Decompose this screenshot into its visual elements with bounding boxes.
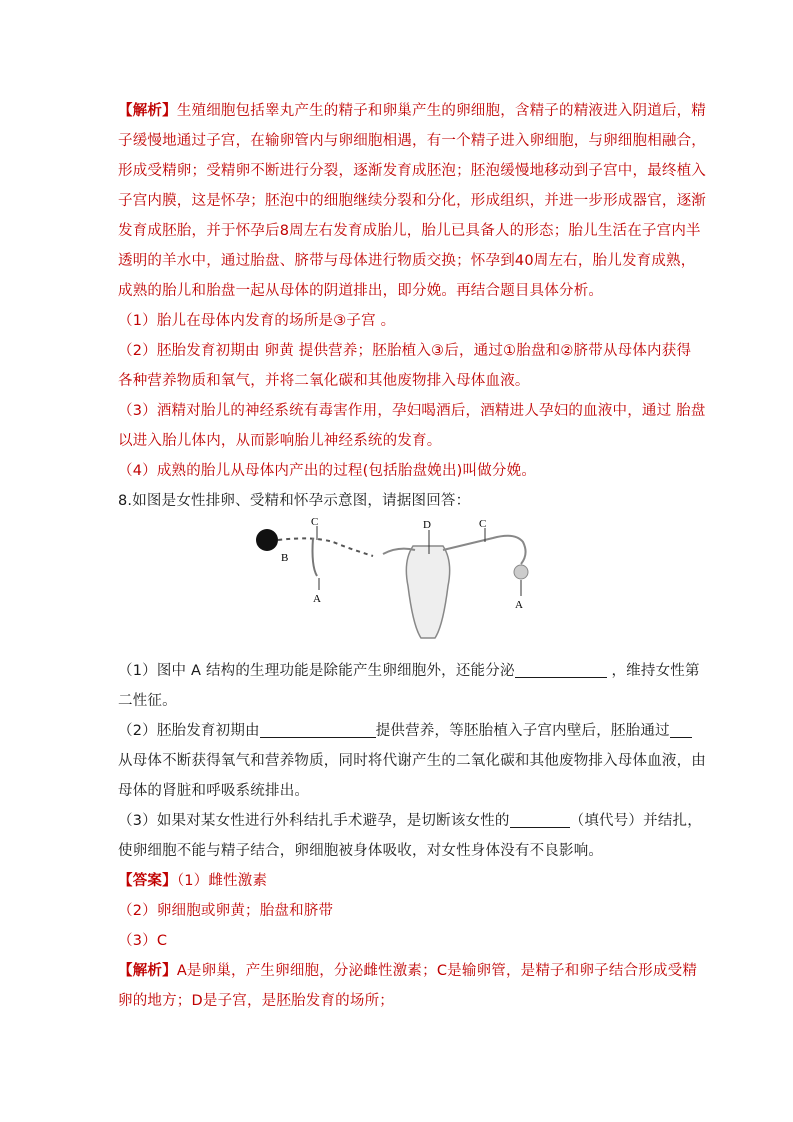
document-page xyxy=(118,96,707,1016)
ovary-right xyxy=(514,565,528,579)
analysis-point-3: （3）酒精对胎儿的神经系统有毒害作用，孕妇喝酒后，酒精进人孕妇的血液中，通过 胎盘 xyxy=(118,403,706,419)
uterus-shape xyxy=(406,546,449,638)
label-c-left: C xyxy=(311,516,319,528)
question-2-cont: 从母体不断获得氧气和营养物质，同时将代谢产生的二氧化碳和其他废物排入母体血液，由 xyxy=(118,753,706,769)
analysis-point-4: （4）成熟的胎儿从母体内产出的过程(包括胎盘娩出)叫做分娩。 xyxy=(118,463,537,479)
analysis-line-2: 子缓慢地通过子宫，在输卵管内与卵细胞相遇，有一个精子进入卵细胞，与卵细胞相融合， xyxy=(118,133,706,149)
oviduct-path-left xyxy=(278,538,373,556)
analysis-point-1: （1）胎儿在母体内发育的场所是③子宫 。 xyxy=(118,313,396,329)
label-a-right: A xyxy=(515,599,523,611)
question-2-cont2: 母体的肾脏和呼吸系统排出。 xyxy=(118,783,310,799)
answer-blank-4[interactable] xyxy=(510,811,570,828)
answer-blank-3[interactable] xyxy=(670,721,692,738)
analysis-point-2: （2）胚胎发育初期由 卵黄 提供营养；胚胎植入③后，通过①胎盘和②脐带从母体内获得 xyxy=(118,343,692,359)
question-3-cont: 使卵细胞不能与精子结合，卵细胞被身体吸收，对女性身体没有不良影响。 xyxy=(118,843,604,859)
answer-blank-1[interactable] xyxy=(515,661,607,678)
label-c-right: C xyxy=(479,518,487,530)
answer-tag: 【答案】 xyxy=(118,873,177,889)
analysis-line-3: 形成受精卵；受精卵不断进行分裂，逐渐发育成胚泡；胚泡缓慢地移动到子宫中，最终植入 xyxy=(118,163,706,179)
analysis2-line-1: 【解析】A是卵巢，产生卵细胞，分泌雌性激素；C是输卵管，是精子和卵子结合形成受精 xyxy=(118,963,698,979)
analysis-point-2-cont: 各种营养物质和氧气，并将二氧化碳和其他废物排入母体血液。 xyxy=(118,373,530,389)
analysis-line-7: 成熟的胎儿和胎盘一起从母体的阴道排出，即分娩。再结合题目具体分析。 xyxy=(118,283,604,299)
label-a-left: A xyxy=(313,593,321,605)
analysis2-line-2: 卵的地方；D是子宫，是胚胎发育的场所； xyxy=(118,993,394,1009)
analysis-point-3-cont: 以进入胎儿体内，从而影响胎儿神经系统的发育。 xyxy=(118,433,442,449)
answer-1: 【答案】（1）雌性激素 xyxy=(118,873,268,889)
question-2: （2）胚胎发育初期由 提供营养，等胚胎植入子宫内壁后，胚胎通过 xyxy=(118,716,678,746)
label-d: D xyxy=(423,519,431,531)
female-reproduction-diagram xyxy=(253,516,553,646)
analysis-line-5: 发育成胚胎，并于怀孕后8周左右发育成胎儿，胎儿已具备人的形态；胎儿生活在子宫内半 xyxy=(118,223,701,239)
question-3: （3）如果对某女性进行外科结扎手术避孕，是切断该女性的 （填代号）并结扎， xyxy=(118,813,702,829)
oviduct-right xyxy=(443,536,526,564)
analysis-line-6: 透明的羊水中，通过胎盘、脐带与母体进行物质交换；怀孕到40周左右，胎儿发育成熟， xyxy=(118,253,696,269)
analysis2-tag: 【解析】 xyxy=(118,963,177,979)
question-stem: 8.如图是女性排卵、受精和怀孕示意图，请据图回答： xyxy=(118,493,471,509)
answer-2: （2）卵细胞或卵黄；胎盘和脐带 xyxy=(118,903,334,919)
label-b: B xyxy=(281,552,289,564)
answer-3: （3）C xyxy=(118,933,168,949)
analysis-line-4: 子宫内膜，这是怀孕；胚泡中的细胞继续分裂和分化，形成组织，并进一步形成器官，逐渐 xyxy=(118,193,706,209)
egg-cell-icon xyxy=(256,529,278,551)
ovary-left xyxy=(313,538,318,576)
question-1: （1）图中 A 结构的生理功能是除能产生卵细胞外，还能分泌 ，维持女性第 xyxy=(118,663,700,679)
analysis-line-1: 【解析】生殖细胞包括睾丸产生的精子和卵巢产生的卵细胞，含精子的精液进入阴道后，精 xyxy=(118,103,707,119)
answer-blank-2[interactable] xyxy=(260,721,376,738)
reproduction-figure xyxy=(118,516,678,656)
question-1-cont: 二性征。 xyxy=(118,693,177,709)
analysis-tag: 【解析】 xyxy=(118,103,177,119)
